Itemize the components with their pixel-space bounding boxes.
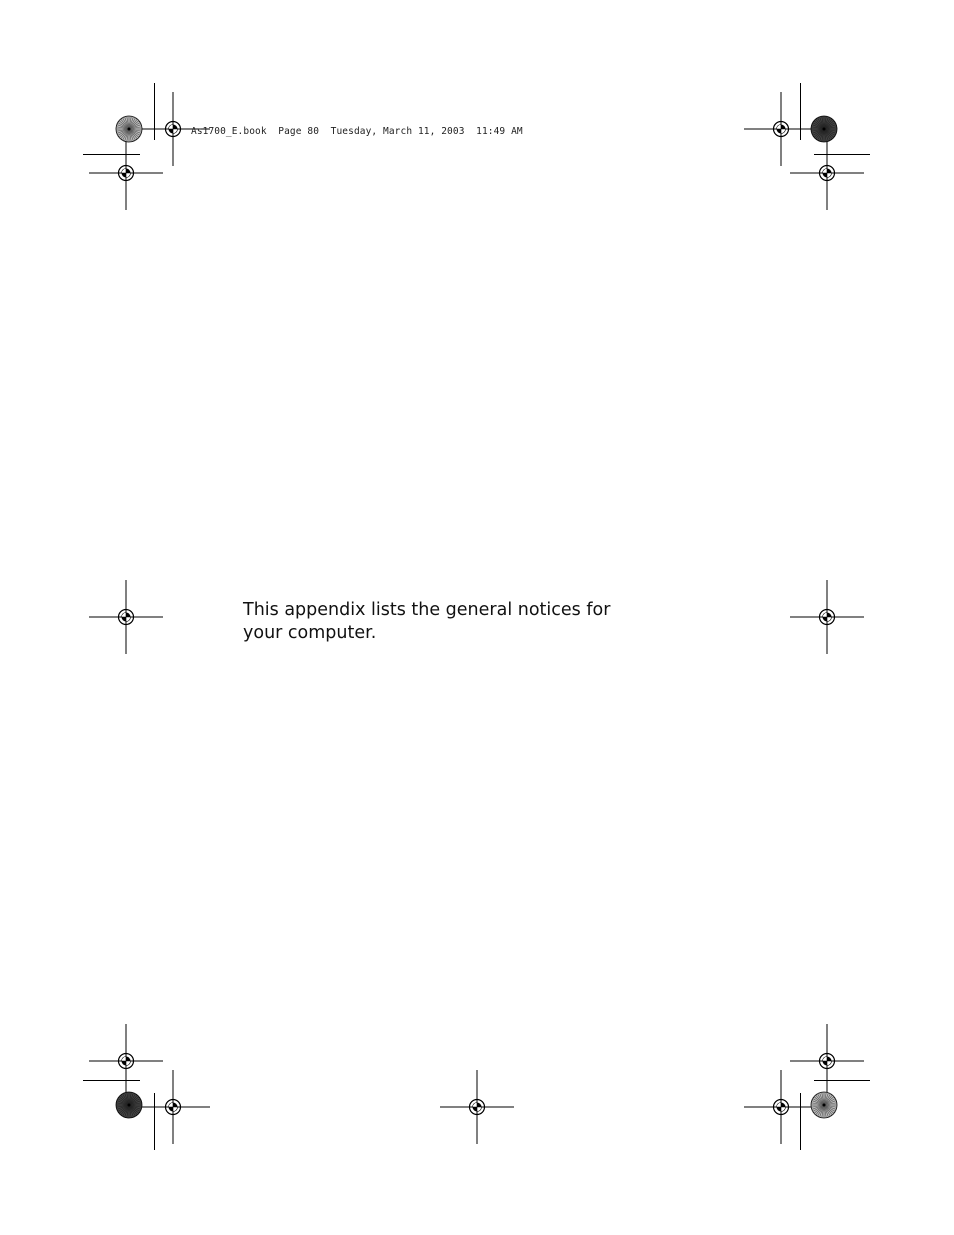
registration-mark-icon: [89, 580, 163, 654]
book-slug-header: As1700_E.book Page 80 Tuesday, March 11, 2003 11:49 AM: [191, 126, 523, 137]
registration-mark-icon: [136, 1070, 210, 1144]
color-wheel-icon: [116, 116, 142, 142]
registration-mark-icon: [790, 136, 864, 210]
appendix-intro: [243, 599, 643, 645]
color-wheel-icon: [811, 1092, 837, 1118]
registration-mark-icon: [440, 1070, 514, 1144]
intro-line-2: your computer.: [243, 623, 377, 643]
registration-mark-icon: [790, 580, 864, 654]
color-wheel-icon: [116, 1092, 142, 1118]
registration-mark-icon: [744, 1070, 818, 1144]
color-wheel-icon: [811, 116, 837, 142]
registration-mark-icon: [790, 1024, 864, 1098]
intro-line-1: This appendix lists the general notices for: [243, 600, 611, 620]
registration-mark-icon: [89, 136, 163, 210]
registration-mark-icon: [89, 1024, 163, 1098]
registration-mark-icon: [744, 92, 818, 166]
